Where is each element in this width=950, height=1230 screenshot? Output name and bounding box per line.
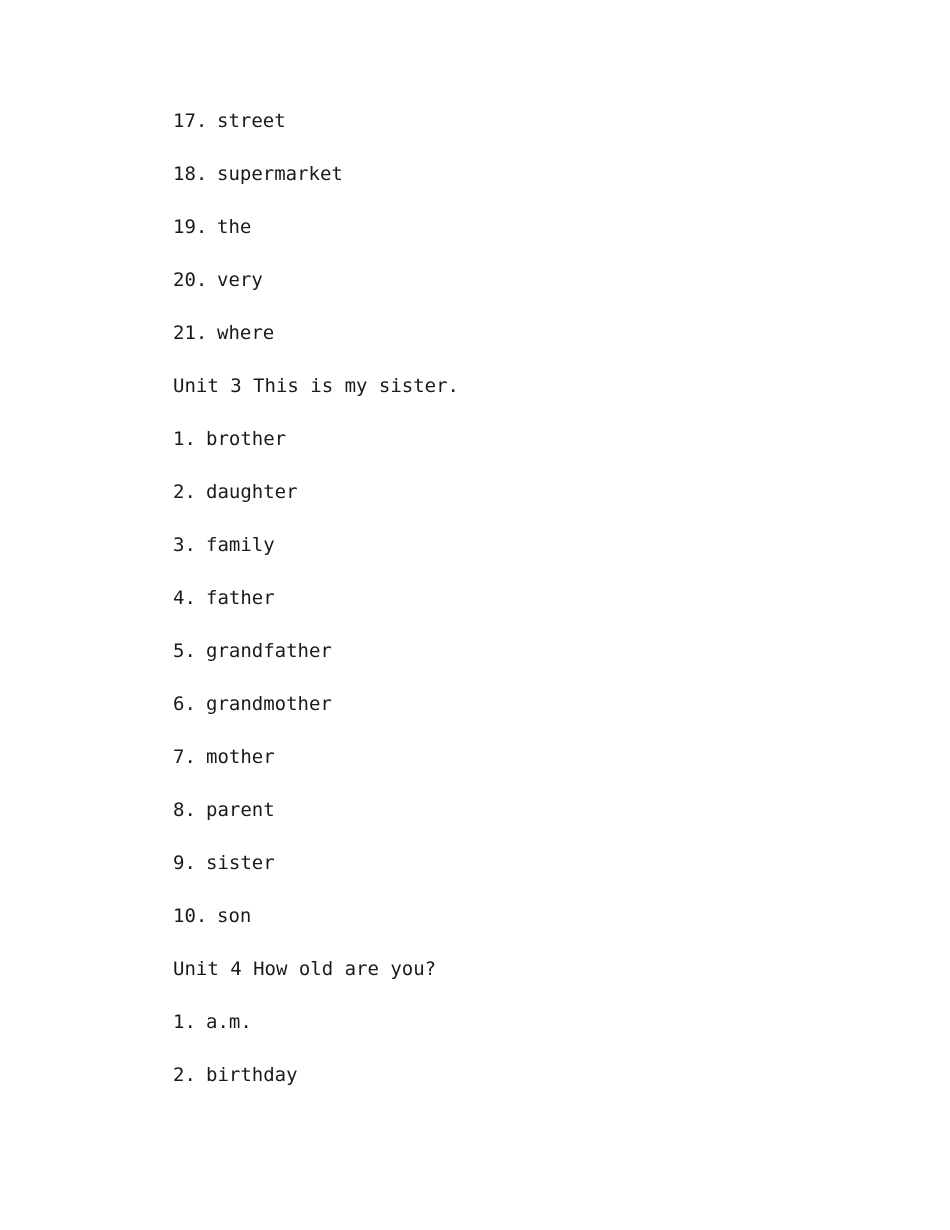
vocab-item [173,532,873,585]
vocab-item [173,479,873,532]
item-word: parent [206,799,275,821]
unit-heading: Unit 4 How old are you? [173,958,437,980]
vocab-item [173,638,873,691]
vocab-item [173,161,873,214]
item-word: son [217,905,252,927]
item-number: 5. [173,640,196,662]
item-word: supermarket [217,163,343,185]
item-number: 2. [173,1064,196,1086]
item-word: father [206,587,275,609]
item-number: 10. [173,905,208,927]
vocab-item [173,850,873,903]
item-word: sister [206,852,275,874]
item-word: grandmother [206,693,332,715]
item-word: the [217,216,252,238]
vocab-item [173,267,873,320]
vocab-item [173,797,873,850]
item-number: 1. [173,1011,196,1033]
item-number: 2. [173,481,196,503]
item-word: brother [206,428,287,450]
vocab-item [173,1009,873,1062]
item-word: birthday [206,1064,298,1086]
item-word: family [206,534,275,556]
item-number: 18. [173,163,208,185]
vocab-item [173,426,873,479]
item-word: where [217,322,275,344]
item-number: 4. [173,587,196,609]
vocab-item [173,744,873,797]
vocab-item [173,1062,873,1115]
item-number: 17. [173,110,208,132]
item-number: 9. [173,852,196,874]
item-number: 8. [173,799,196,821]
item-word: very [217,269,263,291]
item-word: daughter [206,481,298,503]
item-number: 3. [173,534,196,556]
vocab-item [173,214,873,267]
item-word: a.m. [206,1011,252,1033]
item-number: 21. [173,322,208,344]
item-word: street [217,110,286,132]
vocab-item [173,320,873,373]
item-number: 19. [173,216,208,238]
item-number: 6. [173,693,196,715]
vocab-item [173,903,873,956]
vocab-item [173,108,873,161]
vocabulary-list [173,108,873,1115]
item-number: 7. [173,746,196,768]
item-word: grandfather [206,640,332,662]
vocab-item [173,691,873,744]
item-word: mother [206,746,275,768]
item-number: 1. [173,428,196,450]
vocab-item [173,585,873,638]
item-number: 20. [173,269,208,291]
unit-heading: Unit 3 This is my sister. [173,375,459,397]
